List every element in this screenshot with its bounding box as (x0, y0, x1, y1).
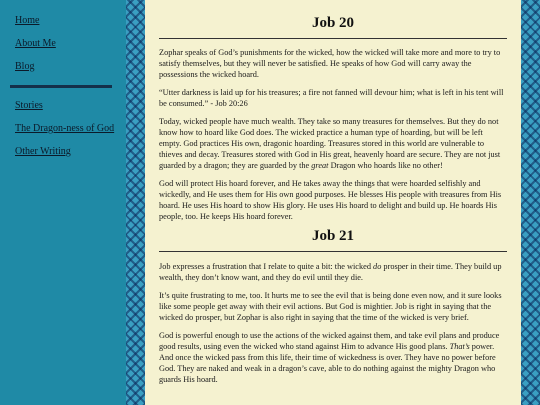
section-title-job-20: Job 20 (159, 15, 507, 39)
section-title-job-21: Job 21 (159, 228, 507, 252)
main-content (145, 0, 521, 405)
nav-link-home[interactable]: Home (15, 15, 40, 26)
decorative-border-right (521, 0, 540, 405)
decorative-border-left (126, 0, 145, 405)
scripture-quote: “Utter darkness is laid up for his treasures; a fire not fanned will devour him; what is left in his tent will be consumed.” - Job 20:26 (159, 88, 504, 108)
nav-divider (10, 85, 112, 88)
nav-link-blog[interactable]: Blog (15, 61, 35, 72)
paragraph: Job expresses a frustration that I relate to quite a bit: the wicked do prosper in their time. They build up wealth, they don’t know want, and they do evil until they die. (159, 262, 502, 282)
nav-link-stories[interactable]: Stories (15, 100, 43, 111)
paragraph: God is powerful enough to use the actions of the wicked against them, and take evil plans and produce good results, using even the wicked who stand against Him to advance His good plans. That’s power. And once the wicked pass from this life, their time of wickedness is over. They have no power before God. They are naked and weak in a dragon’s cave, able to do nothing against the mighty Dragon who guards His hoard. (159, 331, 500, 384)
paragraph: It’s quite frustrating to me, too. It hurts me to see the evil that is being done even now, and it sure looks like some people get away with their evil actions. But God is mightier. Job is right in saying that the wicked do prosper, but Zophar is also right in saying that the time of the wicked is very brief. (159, 291, 502, 322)
paragraph: Today, wicked people have much wealth. They take so many treasures for themselves. But they do not know how to hoard like God does. The wicked practice a human type of hoarding, but will be left empty. God practices His own, dragonic hoarding. Treasures stored in this world are vulnerable to thieves and decay. Treasures stored with God in His great, heavenly hoard are secure. They are not just guarded by a dragon; they are guarded by the great Dragon who hoards like no other! (159, 117, 501, 170)
paragraph: Zophar speaks of God’s punishments for the wicked, how the wicked will take more and more to try to satisfy themselves, but they will never be satisfied. He speaks of how God will carry away the possessions the wicked hoard. (159, 48, 501, 79)
nav-link-other-writing[interactable]: Other Writing (15, 146, 71, 157)
nav-link-about-me[interactable]: About Me (15, 38, 56, 49)
nav-link-dragon-ness-of-god[interactable]: The Dragon-ness of God (15, 123, 115, 134)
paragraph: God will protect His hoard forever, and He takes away the things that were hoarded selfishly and wickedly, and He uses them for His own good purposes. He blesses His people with treasures from His hoard. He uses His hoard to show His glory. He uses His hoard to delight and build up. He hoards His people, too. He keeps His hoard forever. (159, 179, 502, 221)
sidebar (0, 0, 126, 405)
